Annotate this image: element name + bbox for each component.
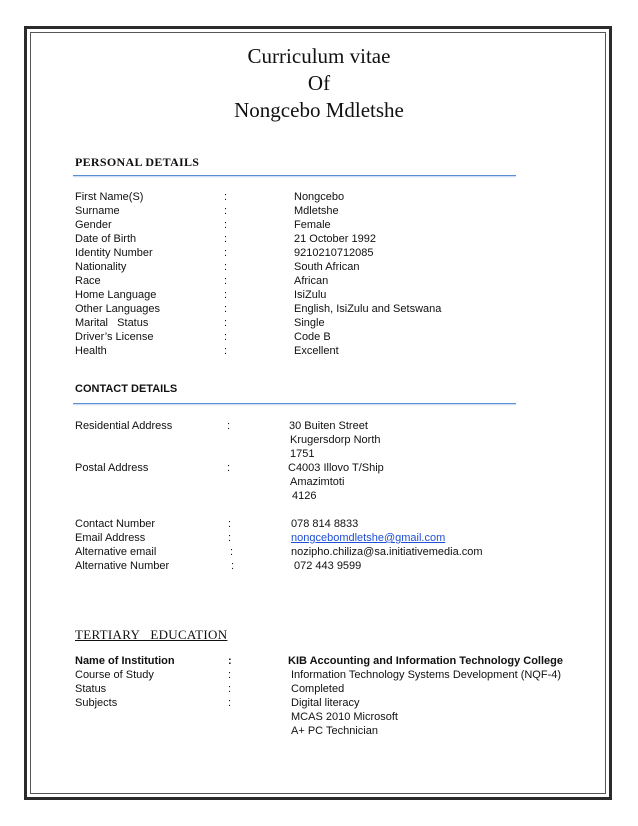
personal-details-rule (73, 175, 516, 176)
field-colon: : (224, 205, 228, 217)
field-label: Alternative Number (75, 560, 170, 572)
field-value: Mdletshe (294, 205, 339, 217)
field-colon: : (224, 233, 228, 245)
field-colon: : (228, 669, 232, 681)
field-value: 078 814 8833 (291, 518, 359, 530)
field-label: Surname (75, 205, 120, 217)
personal-row (75, 190, 595, 204)
field-colon: : (227, 462, 231, 474)
field-label: Name of Institution (75, 655, 175, 667)
cv-title-name: Nongcebo Mdletshe (234, 98, 404, 122)
field-colon: : (224, 317, 228, 329)
field-value: Completed (291, 683, 345, 695)
field-value: Single (294, 317, 325, 329)
residential-line: Krugersdorp North (290, 434, 381, 446)
residential-line: 1751 (290, 448, 315, 460)
field-label: Subjects (75, 697, 118, 709)
field-value: 072 443 9599 (294, 560, 362, 572)
field-value: nozipho.chiliza@sa.initiativemedia.com (291, 546, 483, 558)
institution-row (75, 654, 595, 668)
field-value: African (294, 275, 329, 287)
personal-row (75, 302, 595, 316)
field-label: Marital Status (75, 317, 149, 329)
personal-row (75, 232, 595, 246)
field-value: Excellent (294, 345, 339, 357)
field-label: Nationality (75, 261, 127, 273)
field-colon: : (228, 683, 232, 695)
education-row (75, 668, 595, 682)
field-colon: : (224, 275, 228, 287)
personal-row (75, 218, 595, 232)
field-label: Other Languages (75, 303, 161, 315)
field-value: 9210210712085 (294, 247, 374, 259)
education-row (75, 696, 595, 710)
field-colon: : (224, 303, 228, 315)
field-colon: : (230, 546, 234, 558)
field-colon: : (228, 532, 232, 544)
field-value: Information Technology Systems Development (NQF-4) (291, 669, 562, 681)
field-value: English, IsiZulu and Setswana (294, 303, 442, 315)
postal-line: 4126 (292, 490, 317, 502)
contact-details-heading: CONTACT DETAILS (75, 383, 178, 395)
field-colon: : (224, 247, 228, 259)
personal-row (75, 288, 595, 302)
subject-line: MCAS 2010 Microsoft (291, 711, 398, 723)
tertiary-education-heading: TERTIARY EDUCATION (75, 627, 228, 642)
residential-address-row (75, 419, 595, 433)
field-value: Nongcebo (294, 191, 345, 203)
field-label: First Name(S) (75, 191, 144, 203)
field-value: IsiZulu (294, 289, 327, 301)
contact-row (75, 517, 595, 531)
personal-details-heading: PERSONAL DETAILS (75, 155, 200, 169)
contact-row (75, 559, 595, 573)
field-value: 21 October 1992 (294, 233, 376, 245)
field-colon: : (224, 219, 228, 231)
field-value: Code B (294, 331, 331, 343)
cv-title-line2: Of (307, 71, 331, 95)
field-value: Digital literacy (291, 697, 360, 709)
field-label: Health (75, 345, 107, 357)
field-colon: : (224, 261, 228, 273)
subject-line: A+ PC Technician (291, 725, 378, 737)
field-label: Status (75, 683, 107, 695)
field-label: Driver’s License (75, 331, 154, 343)
field-colon: : (228, 655, 232, 667)
field-colon: : (224, 331, 228, 343)
personal-row (75, 260, 595, 274)
personal-row (75, 204, 595, 218)
postal-line: Amazimtoti (290, 476, 345, 488)
postal-line: C4003 Illovo T/Ship (288, 462, 384, 474)
field-value: KIB Accounting and Information Technology College (288, 655, 563, 667)
personal-row (75, 344, 595, 358)
field-colon: : (224, 289, 228, 301)
email-link[interactable]: nongcebomdletshe@gmail.com (291, 532, 446, 544)
postal-address-row (75, 461, 595, 475)
personal-row (75, 274, 595, 288)
field-colon: : (228, 697, 232, 709)
education-row (75, 682, 595, 696)
residential-line: 30 Buiten Street (289, 420, 368, 432)
personal-row (75, 316, 595, 330)
field-label: Home Language (75, 289, 157, 301)
contact-row (75, 545, 595, 559)
field-colon: : (227, 420, 231, 432)
contact-row (75, 531, 595, 545)
field-label: Alternative email (75, 546, 157, 558)
field-label: Email Address (75, 532, 146, 544)
field-value: Female (294, 219, 331, 231)
field-colon: : (224, 191, 228, 203)
field-label: Gender (75, 219, 112, 231)
personal-row (75, 246, 595, 260)
field-colon: : (224, 345, 228, 357)
field-label: Race (75, 275, 101, 287)
field-label: Contact Number (75, 518, 156, 530)
field-label: Date of Birth (75, 233, 137, 245)
field-label: Residential Address (75, 420, 173, 432)
field-label: Identity Number (75, 247, 153, 259)
field-label: Course of Study (75, 669, 154, 681)
contact-details-rule (73, 403, 516, 404)
field-colon: : (231, 560, 235, 572)
personal-row (75, 330, 595, 344)
field-colon: : (228, 518, 232, 530)
field-label: Postal Address (75, 462, 149, 474)
field-value: South African (294, 261, 360, 273)
cv-title-line1: Curriculum vitae (247, 44, 391, 68)
